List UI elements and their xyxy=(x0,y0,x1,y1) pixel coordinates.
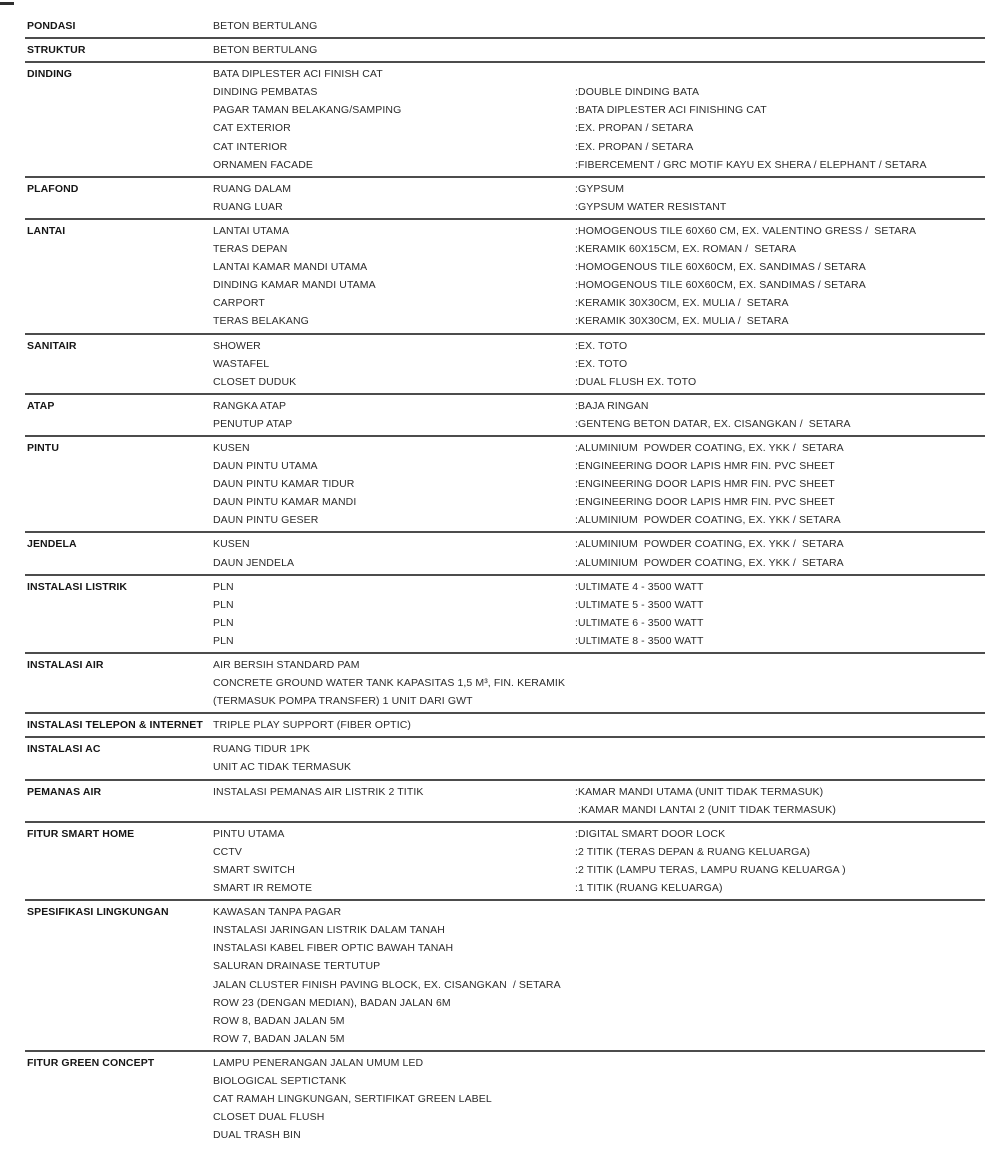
spec-item: RUANG LUAR xyxy=(213,200,283,213)
spec-value xyxy=(575,976,985,994)
spec-value xyxy=(575,994,985,1012)
spec-value: :FIBERCEMENT / GRC MOTIF KAYU EX SHERA / ELEPHANT / SETARA xyxy=(575,158,927,171)
spec-value: :DIGITAL SMART DOOR LOCK xyxy=(575,827,726,840)
spec-row xyxy=(213,373,985,391)
spec-item: CAT RAMAH LINGKUNGAN, SERTIFIKAT GREEN LABEL xyxy=(213,1093,492,1106)
spec-item: PLN xyxy=(213,634,234,647)
spec-value xyxy=(575,716,985,734)
spec-value xyxy=(575,65,985,83)
spec-value: :1 TITIK (RUANG KELUARGA) xyxy=(575,882,723,895)
spec-item: SMART SWITCH xyxy=(213,863,295,876)
spec-section-spesifikasi-lingkungan xyxy=(25,901,985,1052)
spec-row xyxy=(213,1030,985,1048)
spec-row xyxy=(213,240,985,258)
spec-section-sanitair xyxy=(25,335,985,395)
section-rows xyxy=(213,656,985,710)
spec-value: :KERAMIK 30X30CM, EX. MULIA / SETARA xyxy=(575,315,789,328)
spec-item: KUSEN xyxy=(213,538,250,551)
section-rows xyxy=(213,578,985,650)
section-rows xyxy=(213,17,985,35)
spec-row xyxy=(213,535,985,553)
category-label: FITUR GREEN CONCEPT xyxy=(27,1056,155,1069)
section-rows xyxy=(213,439,985,529)
spec-value xyxy=(575,903,985,921)
spec-item: CCTV xyxy=(213,845,242,858)
spec-item: CLOSET DUDUK xyxy=(213,375,297,388)
category-label: STRUKTUR xyxy=(27,44,86,57)
spec-section-instalasi-ac xyxy=(25,738,985,780)
spec-row xyxy=(213,17,985,35)
spec-row xyxy=(213,475,985,493)
spec-value: :ULTIMATE 4 - 3500 WATT xyxy=(575,580,704,593)
category-label: ATAP xyxy=(27,399,55,412)
spec-value: :EX. TOTO xyxy=(575,339,628,352)
spec-row xyxy=(213,843,985,861)
spec-item: (TERMASUK POMPA TRANSFER) 1 UNIT DARI GWT xyxy=(213,695,473,708)
category-label: SANITAIR xyxy=(27,339,77,352)
section-rows xyxy=(213,903,985,1048)
spec-row xyxy=(213,903,985,921)
spec-item: CONCRETE GROUND WATER TANK KAPASITAS 1,5 M³, FIN. KERAMIK xyxy=(213,677,566,690)
spec-value xyxy=(575,1030,985,1048)
spec-value: :ALUMINIUM POWDER COATING, EX. YKK / SETARA xyxy=(575,441,844,454)
spec-value: :HOMOGENOUS TILE 60X60CM, EX. SANDIMAS / SETARA xyxy=(575,279,866,292)
category-label: PONDASI xyxy=(27,20,76,32)
spec-value xyxy=(575,656,985,674)
spec-row xyxy=(213,276,985,294)
category-label: INSTALASI LISTRIK xyxy=(27,580,128,593)
spec-item: INSTALASI KABEL FIBER OPTIC BAWAH TANAH xyxy=(213,942,454,955)
spec-item: DAUN PINTU KAMAR TIDUR xyxy=(213,478,355,491)
spec-row xyxy=(213,337,985,355)
spec-row xyxy=(213,939,985,957)
spec-value: :DUAL FLUSH EX. TOTO xyxy=(575,375,697,388)
section-rows xyxy=(213,337,985,391)
section-rows xyxy=(213,180,985,216)
spec-value: :ENGINEERING DOOR LAPIS HMR FIN. PVC SHEET xyxy=(575,496,835,509)
category-label: PLAFOND xyxy=(27,182,79,195)
crop-artifact-line xyxy=(0,2,14,5)
spec-section-instalasi-telepon-internet xyxy=(25,714,985,738)
spec-value xyxy=(575,17,985,35)
spec-row xyxy=(213,801,985,819)
spec-item: PAGAR TAMAN BELAKANG/SAMPING xyxy=(213,104,402,117)
section-rows xyxy=(213,1054,985,1144)
spec-section-pintu xyxy=(25,437,985,533)
spec-value xyxy=(575,674,985,692)
spec-section-instalasi-listrik xyxy=(25,576,985,654)
spec-value xyxy=(575,758,985,776)
spec-row xyxy=(213,119,985,137)
spec-row xyxy=(213,692,985,710)
spec-item: KAWASAN TANPA PAGAR xyxy=(213,906,342,919)
spec-value xyxy=(575,41,985,59)
spec-section-pemanas-air xyxy=(25,781,985,823)
spec-item: WASTAFEL xyxy=(213,357,270,370)
section-rows xyxy=(213,740,985,776)
spec-row xyxy=(213,180,985,198)
spec-value xyxy=(575,939,985,957)
spec-item: SHOWER xyxy=(213,339,261,352)
spec-row xyxy=(213,861,985,879)
spec-value xyxy=(575,1072,985,1090)
spec-item: KUSEN xyxy=(213,441,250,454)
spec-value: :GYPSUM xyxy=(575,182,625,195)
spec-value: :EX. PROPAN / SETARA xyxy=(575,122,694,135)
spec-row xyxy=(213,825,985,843)
category-label: SPESIFIKASI LINGKUNGAN xyxy=(27,906,169,919)
spec-item: DAUN JENDELA xyxy=(213,556,295,569)
spec-value xyxy=(575,1054,985,1072)
spec-row xyxy=(213,258,985,276)
spec-item xyxy=(213,801,575,819)
section-rows xyxy=(213,825,985,897)
section-rows xyxy=(213,716,985,734)
spec-item: RUANG TIDUR 1PK xyxy=(213,743,310,756)
spec-row xyxy=(213,511,985,529)
category-label: FITUR SMART HOME xyxy=(27,827,135,840)
spec-row xyxy=(213,83,985,101)
spec-item: INSTALASI JARINGAN LISTRIK DALAM TANAH xyxy=(213,924,445,937)
spec-row xyxy=(213,614,985,632)
spec-item: PLN xyxy=(213,598,234,611)
spec-item: PINTU UTAMA xyxy=(213,827,285,840)
spec-row xyxy=(213,1108,985,1126)
spec-row xyxy=(213,921,985,939)
spec-value: :BAJA RINGAN xyxy=(575,399,649,412)
spec-value: :ULTIMATE 5 - 3500 WATT xyxy=(575,598,704,611)
spec-value: :HOMOGENOUS TILE 60X60CM, EX. SANDIMAS / SETARA xyxy=(575,261,866,274)
spec-item: DUAL TRASH BIN xyxy=(213,1129,301,1142)
spec-item: INSTALASI PEMANAS AIR LISTRIK 2 TITIK xyxy=(213,785,424,798)
spec-value xyxy=(575,1126,985,1144)
spec-row xyxy=(213,879,985,897)
spec-section-fitur-smart-home xyxy=(25,823,985,901)
spec-item: LANTAI UTAMA xyxy=(213,224,290,237)
spec-section-plafond xyxy=(25,178,985,220)
spec-section-struktur xyxy=(25,39,985,63)
spec-row xyxy=(213,312,985,330)
spec-section-jendela xyxy=(25,533,985,575)
spec-value: :ENGINEERING DOOR LAPIS HMR FIN. PVC SHEET xyxy=(575,460,835,473)
spec-value: :KAMAR MANDI UTAMA (UNIT TIDAK TERMASUK) xyxy=(575,785,824,798)
spec-value: :BATA DIPLESTER ACI FINISHING CAT xyxy=(575,104,767,117)
spec-item: PLN xyxy=(213,616,234,629)
spec-row xyxy=(213,1090,985,1108)
spec-value: :HOMOGENOUS TILE 60X60 CM, EX. VALENTINO GRESS / SETARA xyxy=(575,224,917,237)
spec-value: :EX. TOTO xyxy=(575,357,628,370)
spec-row xyxy=(213,1054,985,1072)
spec-item: DAUN PINTU KAMAR MANDI xyxy=(213,496,357,509)
spec-item: CARPORT xyxy=(213,297,265,310)
spec-row xyxy=(213,674,985,692)
section-rows xyxy=(213,65,985,174)
spec-value: :ULTIMATE 8 - 3500 WATT xyxy=(575,634,704,647)
spec-row xyxy=(213,101,985,119)
spec-item: CLOSET DUAL FLUSH xyxy=(213,1111,325,1124)
spec-row xyxy=(213,138,985,156)
spec-value: :ULTIMATE 6 - 3500 WATT xyxy=(575,616,704,629)
spec-row xyxy=(213,198,985,216)
category-label: INSTALASI TELEPON & INTERNET xyxy=(27,719,203,732)
spec-row xyxy=(213,415,985,433)
spec-item: SMART IR REMOTE xyxy=(213,882,313,895)
spec-row xyxy=(213,716,985,734)
spec-row xyxy=(213,294,985,312)
spec-value: :ALUMINIUM POWDER COATING, EX. YKK / SETARA xyxy=(575,556,844,569)
spec-value: :EX. PROPAN / SETARA xyxy=(575,140,694,153)
spec-value xyxy=(575,921,985,939)
spec-item: DAUN PINTU GESER xyxy=(213,514,319,527)
spec-row xyxy=(213,656,985,674)
spec-row xyxy=(213,41,985,59)
spec-row xyxy=(213,439,985,457)
spec-item: RANGKA ATAP xyxy=(213,399,287,412)
section-rows xyxy=(213,397,985,433)
spec-value xyxy=(575,692,985,710)
spec-item: BETON BERTULANG xyxy=(213,44,318,57)
spec-item: PENUTUP ATAP xyxy=(213,417,293,430)
spec-item: DINDING KAMAR MANDI UTAMA xyxy=(213,279,376,292)
spec-value: :DOUBLE DINDING BATA xyxy=(575,86,700,99)
section-rows xyxy=(213,535,985,571)
category-label: INSTALASI AIR xyxy=(27,659,104,671)
spec-item: BIOLOGICAL SEPTICTANK xyxy=(213,1074,347,1087)
spec-row xyxy=(213,1072,985,1090)
spec-value: :ALUMINIUM POWDER COATING, EX. YKK / SETARA xyxy=(575,538,844,551)
spec-item: TRIPLE PLAY SUPPORT (FIBER OPTIC) xyxy=(213,719,411,732)
spec-item: DAUN PINTU UTAMA xyxy=(213,460,318,473)
spec-row xyxy=(213,493,985,511)
spec-row xyxy=(213,554,985,572)
category-label: PEMANAS AIR xyxy=(27,785,102,798)
category-label: JENDELA xyxy=(27,538,77,551)
section-rows xyxy=(213,41,985,59)
category-label: LANTAI xyxy=(27,224,66,237)
spec-item: UNIT AC TIDAK TERMASUK xyxy=(213,761,352,774)
spec-row xyxy=(213,1126,985,1144)
spec-row xyxy=(213,632,985,650)
spec-value: :KAMAR MANDI LANTAI 2 (UNIT TIDAK TERMASUK) xyxy=(575,803,836,816)
spec-row xyxy=(213,222,985,240)
spec-table xyxy=(25,15,985,1146)
spec-section-lantai xyxy=(25,220,985,335)
spec-item: PLN xyxy=(213,580,234,593)
spec-item: LANTAI KAMAR MANDI UTAMA xyxy=(213,261,368,274)
spec-value xyxy=(575,1012,985,1030)
spec-value: :2 TITIK (TERAS DEPAN & RUANG KELUARGA) xyxy=(575,845,811,858)
spec-value xyxy=(575,1090,985,1108)
spec-item: ORNAMEN FACADE xyxy=(213,158,313,171)
spec-value xyxy=(575,957,985,975)
spec-item: LAMPU PENERANGAN JALAN UMUM LED xyxy=(213,1056,424,1069)
spec-row xyxy=(213,355,985,373)
section-rows xyxy=(213,783,985,819)
spec-section-atap xyxy=(25,395,985,437)
spec-item: CAT INTERIOR xyxy=(213,140,288,153)
spec-item: TERAS DEPAN xyxy=(213,243,288,256)
spec-row xyxy=(213,156,985,174)
spec-row xyxy=(213,976,985,994)
spec-section-pondasi xyxy=(25,15,985,39)
spec-row xyxy=(213,596,985,614)
spec-item: JALAN CLUSTER FINISH PAVING BLOCK, EX. CISANGKAN / SETARA xyxy=(213,978,561,991)
spec-value: :ALUMINIUM POWDER COATING, EX. YKK / SETARA xyxy=(575,514,841,527)
spec-item: DINDING PEMBATAS xyxy=(213,86,318,99)
spec-section-instalasi-air xyxy=(25,654,985,714)
spec-row xyxy=(213,397,985,415)
spec-item: CAT EXTERIOR xyxy=(213,122,291,135)
spec-row xyxy=(213,457,985,475)
spec-value: :2 TITIK (LAMPU TERAS, LAMPU RUANG KELUARGA ) xyxy=(575,863,846,876)
spec-item: BATA DIPLESTER ACI FINISH CAT xyxy=(213,68,383,81)
section-rows xyxy=(213,222,985,331)
spec-item: SALURAN DRAINASE TERTUTUP xyxy=(213,960,381,973)
spec-item: BETON BERTULANG xyxy=(213,20,318,32)
spec-value: :ENGINEERING DOOR LAPIS HMR FIN. PVC SHEET xyxy=(575,478,835,491)
spec-row xyxy=(213,740,985,758)
spec-value xyxy=(575,740,985,758)
category-label: INSTALASI AC xyxy=(27,743,101,756)
spec-item: ROW 7, BADAN JALAN 5M xyxy=(213,1032,345,1045)
spec-item: ROW 23 (DENGAN MEDIAN), BADAN JALAN 6M xyxy=(213,996,451,1009)
spec-row xyxy=(213,578,985,596)
spec-row xyxy=(213,758,985,776)
spec-value: :KERAMIK 60X15CM, EX. ROMAN / SETARA xyxy=(575,243,797,256)
spec-item: ROW 8, BADAN JALAN 5M xyxy=(213,1014,345,1027)
spec-item: RUANG DALAM xyxy=(213,182,292,195)
category-label: DINDING xyxy=(27,68,73,81)
spec-section-dinding xyxy=(25,63,985,178)
spec-item: TERAS BELAKANG xyxy=(213,315,309,328)
spec-row xyxy=(213,65,985,83)
spec-section-fitur-green-concept xyxy=(25,1052,985,1146)
spec-row xyxy=(213,1012,985,1030)
spec-value: :GENTENG BETON DATAR, EX. CISANGKAN / SETARA xyxy=(575,417,851,430)
spec-value: :GYPSUM WATER RESISTANT xyxy=(575,200,727,213)
spec-row xyxy=(213,957,985,975)
spec-value xyxy=(575,1108,985,1126)
category-label: PINTU xyxy=(27,441,59,454)
spec-row xyxy=(213,783,985,801)
spec-value: :KERAMIK 30X30CM, EX. MULIA / SETARA xyxy=(575,297,789,310)
spec-item: AIR BERSIH STANDARD PAM xyxy=(213,659,360,671)
spec-row xyxy=(213,994,985,1012)
